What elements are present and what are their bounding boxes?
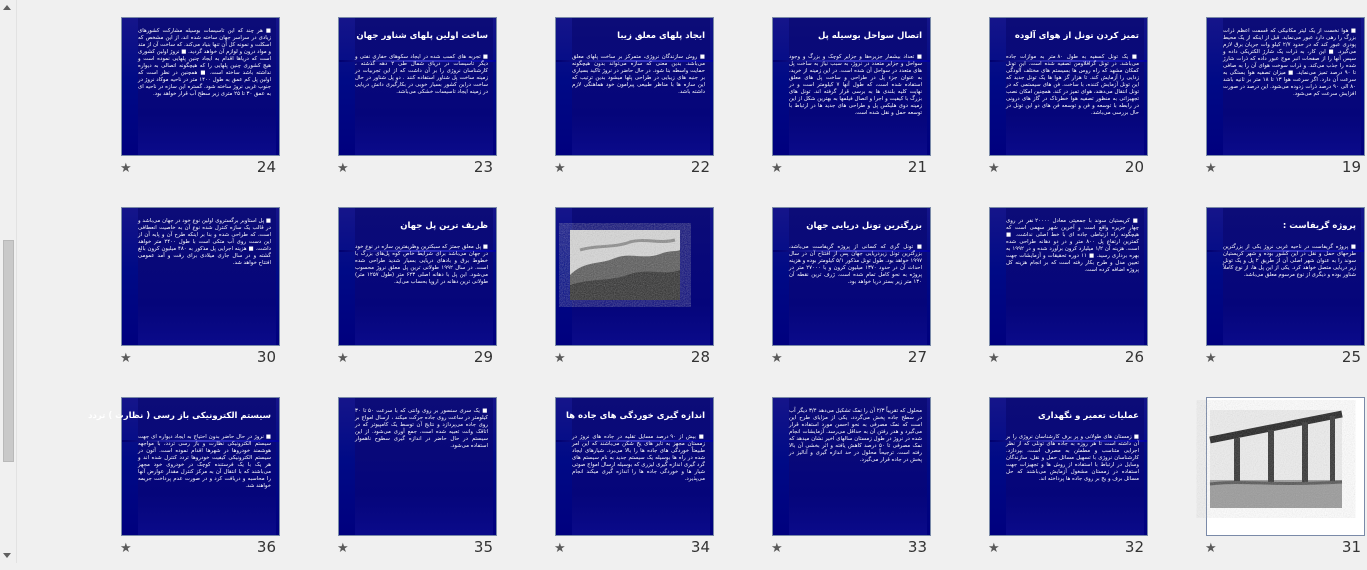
slide-body-text: ■ پل معلق جمتز که سبکترین وظریفترین سازه در نوع خود در جهان می‌باشد برای شرایط خاص کوه پل‌های بزرگ با خطوط برق و بادهای دریایی بسیار شدید طراحی شده است. در سال ۱۹۹۲ طولانی ترین پل معلق نروژ محسوب می‌شود. این پل با دهانه اصلی ۶۲۳ متر (طول ۱۲۵۷ متر) طولانی ترین دهانه در اروپا بحساب می‌آید.: [355, 244, 488, 285]
slide-thumbnail-cell[interactable]: [716, 380, 933, 570]
slide-number: 19: [1341, 158, 1361, 176]
slide-thumbnail[interactable]: [989, 397, 1148, 536]
slide-body-text: ■ پل استاوبر برگستروی اولین نوع خود در جهان می‌باشد و در قالب یک سازه کنترل شده نوع آن به خاصیت انعطافی است، که طراحی شده و بنا بر اینکه طرح آن و پایه آن از این دست روی آب متکی است با طول ۲۴۰۰ متر خواهد داشت. ■ هزینه اجرایی پل مذکور به ۴۸۰ میلیون کرون بالغ گشته و در سال جاری میلادی برای رفت و آمد عمومی افتتاح خواهد شد.: [138, 218, 271, 266]
slide-thumbnail[interactable]: [555, 397, 714, 536]
slide-body-text: ■ بیش از ۹۰ درصد مسایل تقلیه در جاده های نروژ در زمستان مجهز به تایر های یخ شکن می‌باشند که این امر طبیعتاً خوردگی های جاده ها را بالا می‌برد. شیارهای ایجاد شده در راه ها بوسیله یک سیستم جدید به نام سیستم های گرد گیری اندازه گیری لیزری که بوسیله ارسال امواج صوتی شیار ها و خوردگی جاده ها را اندازه گیری میکند انجام می‌پذیرد.: [572, 434, 705, 482]
slide-number: 34: [690, 538, 710, 556]
slide-thumbnail[interactable]: [88, 397, 280, 536]
slide-thumbnail[interactable]: [1206, 207, 1365, 346]
slide-transition-star-icon[interactable]: ★: [337, 161, 349, 176]
slide-thumbnail[interactable]: [338, 207, 497, 346]
slide-transition-star-icon[interactable]: ★: [1205, 161, 1217, 176]
slide-body-text: ■ تونل گری که کسانی از پروژه گریفاست می‌باشد، بزرگترین تونل زیردریایی جهان پس از افتتاح آن در سال ۱۹۹۷ خواهد بود. طول تونل مذکور ۵/۱ کیلومتر بوده و هزینه احداث آن در حدود ۱۳۷۰ میلیون کرون و با ۲۷۰۰۰ متر در پروژه به نحو کامل تمام شده است. ژرف ترین نقطه آن ۱۳۰ متر زیر بستر دریا خواهد بود.: [789, 244, 922, 285]
slide-transition-star-icon[interactable]: ★: [988, 541, 1000, 556]
slide-transition-star-icon[interactable]: ★: [554, 161, 566, 176]
slide-thumbnail-cell[interactable]: [282, 190, 499, 380]
slide-transition-star-icon[interactable]: ★: [988, 161, 1000, 176]
slide-thumbnail[interactable]: [338, 17, 497, 156]
slide-body-text: ■ تعداد بیشمار جزیره‌ها و جزایر کوچک و بزرگ و وجود سواحل و جزایر متعدد در نروژ، به سبب نیاز به ساخت پل های متعدد در سواحل آن شده است. در این زمینه از خرید، به عنوان جزء پل در طراحی و ساخت پل های معلق استفاده شده است، که طول آنها ۷ کیلومتر است و در نهایت کلیه بلندی ها به برسی قرار گرفته اند. تونل های بزرگ با کیفیت و اجرا و اتصال فیلمها به بهترین شکل از این زمینه دوی هلیکس پل و طراحی های جدید ها در ارتباط با توسعه حمل و نقل شده است.: [789, 54, 922, 116]
slide-transition-star-icon[interactable]: ★: [120, 161, 132, 176]
slide-thumbnail-cell[interactable]: [933, 190, 1150, 380]
slide-number: 33: [907, 538, 927, 556]
slide-title: اندازه گیری خوردگی های جاده ها: [565, 411, 705, 421]
slide-transition-star-icon[interactable]: ★: [120, 351, 132, 366]
slide-thumbnail[interactable]: [772, 17, 931, 156]
slide-body-text: ■ یک سری سنسور بر روی وانتی که با سرعت ۵۰ تا ۳۰ کیلومتر در ساعت روی جاده حرکت میکند ، ارسال امواج بر روی جاده می‌پردازد و نتایج آن توسط یک کامپیوتر که در اتاقک وانت تعبیه شده است، جمع آوری می‌شود. از این سیستم در حال حاضر در اندازه گیری سطوح ناهموار استفاده می‌شود.: [355, 408, 489, 449]
slide-number: 27: [907, 348, 927, 366]
slide-title: ایجاد پلهای معلق زیبا: [617, 31, 705, 41]
slide-body-text: محلول که تقریباً ۲/۳ آن را نمک تشکیل می‌دهد ۳/۴ دیگر آب در سطح جاده پخش می‌گردد، یکی از مزایای طرح این است که نمک مصرفی به نحو احسن مورد استفاده قرار می‌گیرد و هدر رفتن آن به حداقل می‌رسد. آزمایشات انجام شده در نروژ در طول زمستان سالهای اخیر نشان میدهد که نمک مصرفی تا ۵۰ درصد کاهش یافته و اثر بخشی آن بالا رفته است. ترجیحاً محلول در حد اندازه گیری و آنالیز در پخش در جاده قرار می‌گیرد.: [789, 408, 923, 463]
vertical-scrollbar[interactable]: [0, 0, 17, 563]
slide-body-text: ■ روش سازندگان نروژی، متمرکز بر ساخت پلهای معلق می‌باشد. بدین معنی که سازه می‌تواند بدون هیچگونه حمایت واسطه بنا شود. در حال حاضر در نروژ تاکید بسیاری بر جنبه های زیبایی در طراحی پلها میشود بدین ترتیب که این سازه ها با مناظر طبیعی پیرامون خود هماهنگی لازم داشته باشد.: [572, 54, 705, 95]
slide-thumbnail-cell[interactable]: [1150, 0, 1367, 190]
slide-number: 29: [473, 348, 493, 366]
slide-number: 26: [1124, 348, 1144, 366]
slide-thumbnail-cell[interactable]: [65, 190, 282, 380]
slide-body-text: ■ پروژه گریفاست در ناحیه غربی نروژ یکی از بزرگترین طرحهای حمل و نقل در این کشور بوده و شهر کریستیان سوند را به عنوان شهر اصلی آن از طریق ۲ پل و یک تونل زیر دریایی متصل خواهد کرد. یکی از این پل ها، از نوع کاملاً شناور بوده و دیگری از نوع مرسوم معلق می‌باشد.: [1223, 244, 1356, 278]
slide-transition-star-icon[interactable]: ★: [120, 541, 132, 556]
slide-transition-star-icon[interactable]: ★: [1205, 351, 1217, 366]
slide-number: 24: [256, 158, 276, 176]
slide-thumbnail[interactable]: [555, 207, 714, 346]
slide-number: 31: [1341, 538, 1361, 556]
slide-number: 30: [256, 348, 276, 366]
slide-number: 25: [1341, 348, 1361, 366]
slide-thumbnail[interactable]: [555, 17, 714, 156]
slide-transition-star-icon[interactable]: ★: [771, 541, 783, 556]
slide-thumbnail[interactable]: [772, 207, 931, 346]
slide-thumbnail-cell[interactable]: [65, 380, 282, 570]
slide-thumbnail[interactable]: [772, 397, 931, 536]
slide-thumbnail[interactable]: [121, 207, 280, 346]
slide-title: پروژه گریفاست :: [1282, 221, 1356, 231]
slide-title: تمیز کردن تونل از هوای آلوده: [1014, 31, 1139, 41]
slide-title: ساخت اولین پلهای شناور جهان: [356, 31, 488, 41]
slide-thumbnail-cell[interactable]: [1150, 190, 1367, 380]
slide-transition-star-icon[interactable]: ★: [771, 161, 783, 176]
slide-transition-star-icon[interactable]: ★: [337, 351, 349, 366]
slide-thumbnail-cell[interactable]: [499, 380, 716, 570]
slide-thumbnail-cell[interactable]: [1150, 380, 1367, 570]
slide-thumbnail-cell[interactable]: [716, 190, 933, 380]
slide-thumbnail-cell[interactable]: [65, 0, 282, 190]
slide-transition-star-icon[interactable]: ★: [554, 541, 566, 556]
slide-body-text: ■ تجربه های کسب شده در ایجاد سکوهای حفاری نفتی و دیگر تاسیسات در دریای شمال طی ۲ دهه گذشته ، کارشناسان نروژی را بر آن داشت که از این تجربیات در زمینه ساخت پل شناور استفاده کنند . دو پل شناور در حال ساخت دراین کشور بسیار خوبی در بکارگیری دانش دریایی در زمینه ایجاد تاسیسات خشکی می‌باشد.: [355, 54, 488, 95]
slide-title: ظریف ترین پل جهان: [400, 221, 488, 231]
slide-transition-star-icon[interactable]: ★: [337, 541, 349, 556]
slide-thumbnail[interactable]: [121, 17, 280, 156]
slide-transition-star-icon[interactable]: ★: [771, 351, 783, 366]
slide-photo: [1210, 410, 1342, 508]
slide-thumbnail-cell[interactable]: [933, 380, 1150, 570]
slide-title: سیستم الکترونیکی باز رسی ( نظارت ) تردد: [88, 411, 271, 421]
slide-thumbnail[interactable]: [989, 207, 1148, 346]
slide-thumbnail[interactable]: [338, 397, 497, 536]
slide-number: 22: [690, 158, 710, 176]
slide-title: عملیات تعمیر و نگهداری: [1037, 411, 1139, 421]
slide-number: 23: [473, 158, 493, 176]
bridge-photo: [1210, 410, 1342, 508]
slide-body-text: ■ نروژ در حال حاضر بدون احتیاج به ایجاد دیواره ای جهت سیستم الکترونیکی نظارت و باز رسی تردد، با مواجهه هوشمند خودروها در شهرها اقدام نموده است. آتون در سیستم الکترونیکی کیفیت خودروها تردد کنترل شده اند و هر یک با یک فرستنده کوچک در خودروی خود مجهز می‌باشند که با انتقال آن به مرکز کنترل مقدار عوارض آنها را محاسبه و دریافت کرد و در صورت عدم پرداخت جریمه خواهند شد.: [138, 434, 271, 489]
slide-thumbnail[interactable]: [1206, 397, 1365, 536]
slide-sorter-grid: [16, 0, 1366, 563]
slide-title: بزرگترین تونل دریایی جهان: [806, 221, 922, 231]
slide-body-text: ■ یک تونل کسفیه به طول ۸۰ متر به موازات جاده می‌باشد. در تونل گرافلاومن تصفیه شده است. این تونل کمکان مشهد که راه روس ها بسیستم های مختلف آلودگی زدایی را آزمایش کند. تا هزار گز هوا ها یک تونل جدید که این تونل آزمایش کننده، با ساخت. فن های سیستمی که در تونل انتقال می‌دهند، هوای تمیز در کند. همچنین امکان نصب تجهیزاتی به منظور تصفیه هوا خطرناک در گاز های درونی در رابطه با توسعه و فن و توسعه فن های دو این تونل در حال بررسی می‌باشد.: [1006, 54, 1139, 116]
slide-thumbnail[interactable]: [1206, 17, 1365, 156]
slide-number: 28: [690, 348, 710, 366]
slide-thumbnail-cell[interactable]: [282, 0, 499, 190]
slide-transition-star-icon[interactable]: ★: [988, 351, 1000, 366]
slide-number: 20: [1124, 158, 1144, 176]
slide-body-text: ■ هر چند که این تاسیسات بوسیله مشارکت کشورهای زیادی در سراسر جهان ساخته شده اند، از این مشخص که اسکلت و نمونه کل آن تنها بنیاد می‌کند. که ساخت آن از متد و مواد درون و لوازم آن خواهد گردید. ■ نروژ اولین کشوری است که دریاها اقدام به ایجاد چنین پلهایی نموده است و هیچ کشوری چنین پلهایی را که هیچگونه اتصالی به دیواره نداشته باشد ساخته است. ■ همچنین در نظر است که اولین پل کم عمق به طول ۱۴۰۰ متر در ناحیه موکاد نروژ در جنوب غربی نروژ ساخته شود. گستره این سازه در ناحیه ای به عمق ۳۰ تا ۲۵ متری زیر سطح آب قرار خواهد بود.: [137, 28, 271, 97]
slide-thumbnail-cell[interactable]: [499, 0, 716, 190]
slide-transition-star-icon[interactable]: ★: [554, 351, 566, 366]
slide-body-text: ■ هوا نخست از یک لیتر مکانیکی که قسمت اعظم ذرات بزرگ را رهی دارد عبور می‌نماید. قبل از اینکه از یک محیط پودری عبور کند که در حدود ۲/۷ کیلو وات جریان برق لازم می‌گیرد. ■ این کار، به ذرات یک شارژ الکتریکی داده و سپس آنها را از صفحات انبر موج عبور داده که ذرات شارژ شده را جذب می‌کند. و ذرات سوخت هوای آن را به صافی تا ۹۰ درصد تمیز می‌نماید. ■ میزان تصفیه هوا بستگی به سرعت آن دارد. اگر سرعت هوا ۱۳ تا ۱۸ متر بر ثانیه باشد ۸۰ الی ۹۰ درصد ذرات زدوده می‌شود. این درصد در صورت افزایش سرعت کم می‌شود.: [1223, 28, 1356, 97]
slide-title: اتصال سواحل بوسیله پل: [818, 31, 922, 41]
slide-thumbnail-cell[interactable]: [716, 0, 933, 190]
slide-number: 35: [473, 538, 493, 556]
scroll-down-arrow-icon[interactable]: [3, 553, 11, 558]
scrollbar-thumb[interactable]: [3, 240, 14, 462]
slide-thumbnail-cell[interactable]: [282, 380, 499, 570]
slide-transition-star-icon[interactable]: ★: [1205, 541, 1217, 556]
slide-thumbnail-cell[interactable]: [933, 0, 1150, 190]
slide-number: 21: [907, 158, 927, 176]
slide-number: 36: [256, 538, 276, 556]
scroll-up-arrow-icon[interactable]: [3, 5, 11, 10]
slide-photo: [570, 230, 680, 300]
aerial-landscape-photo: [570, 230, 680, 300]
slide-thumbnail-cell[interactable]: [499, 190, 716, 380]
slide-body-text: ■ زمستان های طولانی و پر برف کارشناسان نروژی را بر آن داشته است تا هر روزه به جاده های تونلی که از نظر اجرایی متناسب و مطمئن به مصرف است، بپردازد. کارشناسان نروژی با تسهیل مسائل حمل و نقل، سازندگان وسایل در ارتباط با استفاده از روش ها و تجهیزات جهت استفاده در زمستان مشغول آزمایش می‌باشند که حل مسائل برف و یخ بر روی جاده ها پرداخته اند.: [1006, 434, 1139, 482]
slide-number: 32: [1124, 538, 1144, 556]
slide-thumbnail[interactable]: [989, 17, 1148, 156]
slide-body-text: ■ کریستیان سوند با جمعیتی معادل ۲۰۰۰۰ نفر در روی چهار جزیره واقع است و آخرین شهر سهمی است که هیچگونه راه ارتباطی جاده ای با خط اصلی نداشت. ■ کمترین ارتفاع پل ۸۰۰ متر و در دو دهانه طراحی شده است. هزینه آن ۱/۲ میلیارد کرون برآورد شده و در ۱۹۹۲ به بهره برداری رسید. ■ ۱۱ دوره تحقیقات و آزمایشات جهت تعیین مدل و طرح بکار رفته است که بر انجام هزینه کل پروژه اضافه کرده است.: [1006, 218, 1140, 273]
